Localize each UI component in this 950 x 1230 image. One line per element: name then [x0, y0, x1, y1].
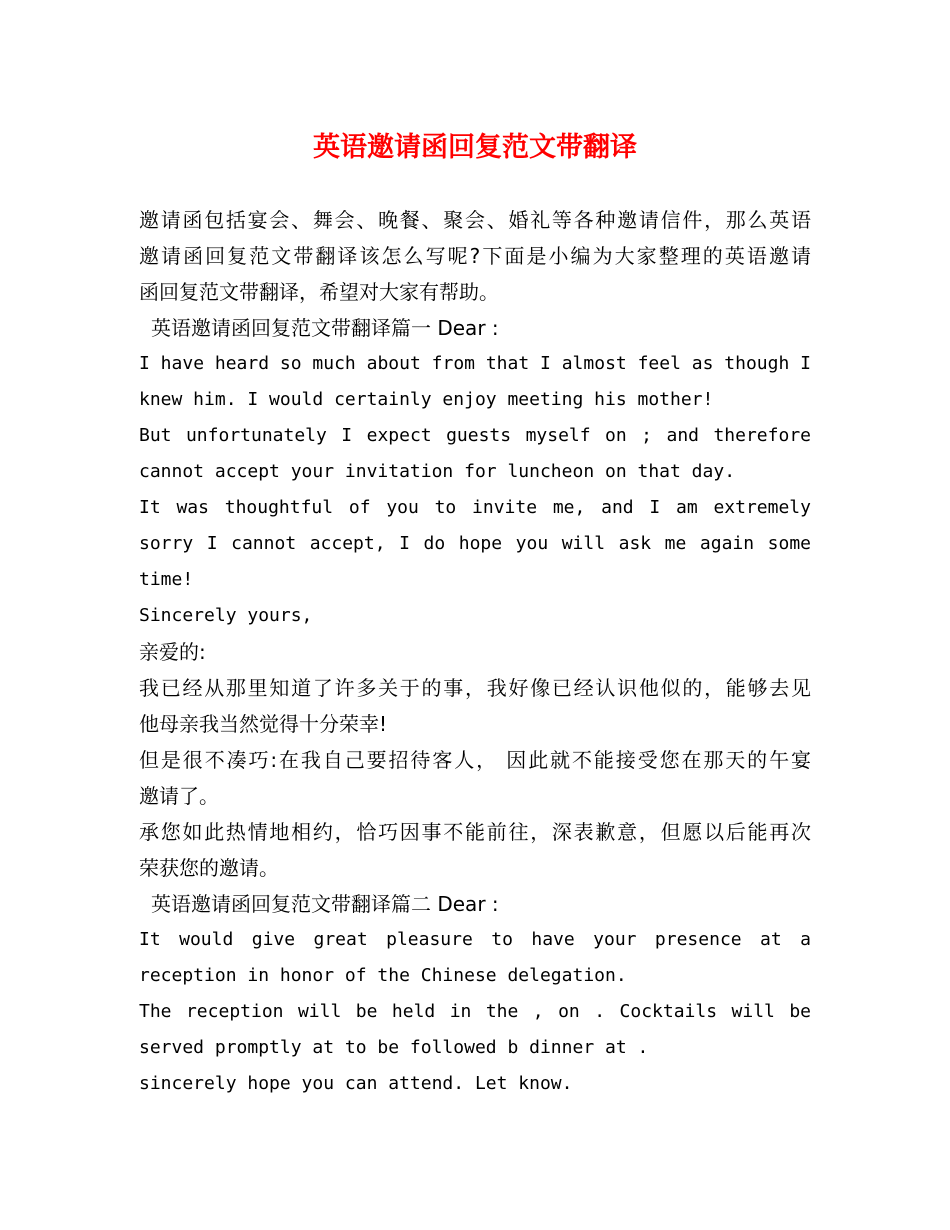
- paragraph-line: It would give great pleasure to have your presence at a: [139, 929, 811, 950]
- document-body: [139, 202, 811, 1102]
- paragraph-line: reception in honor of the Chinese delegation.: [139, 965, 627, 986]
- section-heading-one: 英语邀请函回复范文带翻译篇一 Dear :: [151, 316, 499, 340]
- paragraph-line: 承您如此热情地相约，恰巧因事不能前往，深表歉意，但愿以后能再次: [139, 820, 811, 844]
- paragraph-line: It was thoughtful of you to invite me, and I am extremely: [139, 497, 811, 518]
- paragraph-line: I have heard so much about from that I almost feel as though I: [139, 353, 811, 374]
- closing-line: Sincerely yours,: [139, 605, 313, 626]
- paragraph-line: sorry I cannot accept, I do hope you will ask me again some: [139, 533, 811, 554]
- paragraph-line: served promptly at to be followed b dinner at .: [139, 1037, 649, 1058]
- paragraph-line: knew him. I would certainly enjoy meeting his mother!: [139, 389, 714, 410]
- paragraph-line: cannot accept your invitation for luncheon on that day.: [139, 461, 736, 482]
- paragraph-line: sincerely hope you can attend. Let know.: [139, 1073, 573, 1094]
- paragraph-line: But unfortunately I expect guests myself on ; and therefore: [139, 425, 811, 446]
- paragraph-line: 邀请函包括宴会、舞会、晚餐、聚会、婚礼等各种邀请信件，那么英语: [139, 208, 811, 232]
- section-heading-two: 英语邀请函回复范文带翻译篇二 Dear :: [151, 892, 499, 916]
- paragraph-line: time!: [139, 569, 194, 590]
- salutation-line: 亲爱的:: [139, 640, 206, 664]
- paragraph-line: 邀请了。: [139, 784, 219, 808]
- paragraph-line: 但是很不凑巧:在我自己要招待客人， 因此就不能接受您在那天的午宴: [139, 748, 811, 772]
- paragraph-line: 荣获您的邀请。: [139, 856, 279, 880]
- paragraph-line: 邀请函回复范文带翻译该怎么写呢?下面是小编为大家整理的英语邀请: [139, 244, 811, 268]
- page-title: 英语邀请函回复范文带翻译: [313, 132, 637, 163]
- paragraph-line: 他母亲我当然觉得十分荣幸!: [139, 712, 388, 736]
- paragraph-line: 函回复范文带翻译，希望对大家有帮助。: [139, 280, 499, 304]
- paragraph-line: 我已经从那里知道了许多关于的事，我好像已经认识他似的，能够去见: [139, 676, 811, 700]
- paragraph-line: The reception will be held in the , on . Cocktails will be: [139, 1001, 811, 1022]
